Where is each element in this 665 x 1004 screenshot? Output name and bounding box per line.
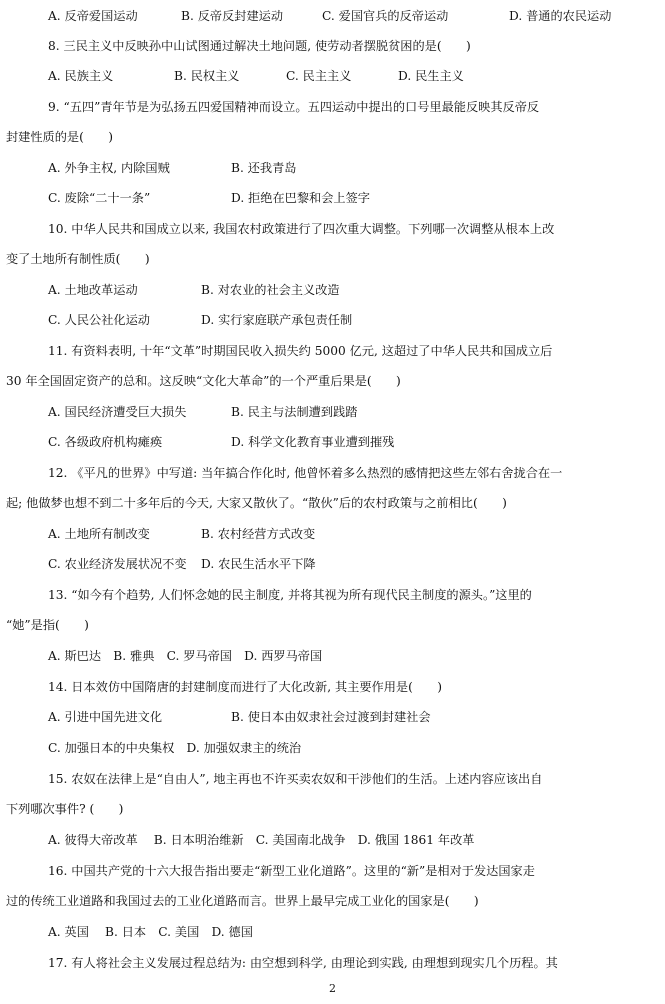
q9-stem-line1: 9. “五四”青年节是为弘扬五四爱国精神而设立。五四运动中提出的口号里最能反映其反帝反 (48, 100, 540, 114)
q13-stem-line2: “她”是指( ) (6, 618, 89, 632)
q11-stem-line1: 11. 有资料表明, 十年“文革”时期国民收入损失约 5000 亿元, 这超过了中华人民共和国成立后 (48, 344, 553, 358)
q7-option-d: D. 普通的农民运动 (509, 9, 612, 23)
q14-option-b: B. 使日本由奴隶社会过渡到封建社会 (231, 710, 431, 724)
q9-option-c: C. 废除“二十一条” (48, 191, 151, 205)
q14-option-a: A. 引进中国先进文化 (48, 710, 163, 724)
q10-option-b: B. 对农业的社会主义改造 (201, 283, 340, 297)
q8-option-d: D. 民生主义 (398, 69, 464, 83)
q8-option-a: A. 民族主义 (48, 69, 114, 83)
q10-option-a: A. 土地改革运动 (48, 283, 138, 297)
q15-stem-line1: 15. 农奴在法律上是“自由人”, 地主再也不许买卖农奴和干涉他们的生活。上述内容应该出自 (48, 772, 543, 786)
q9-option-a: A. 外争主权, 内除国贼 (48, 161, 170, 175)
q12-option-d: D. 农民生活水平下降 (201, 557, 316, 571)
q13-stem-line1: 13. “如今有个趋势, 人们怀念她的民主制度, 并将其视为所有现代民主制度的源头。”这里的 (48, 588, 532, 602)
q11-option-d: D. 科学文化教育事业遭到摧残 (231, 435, 395, 449)
q9-option-b: B. 还我青岛 (231, 161, 297, 175)
q9-option-d: D. 拒绝在巴黎和会上签字 (231, 191, 370, 205)
q12-option-c: C. 农业经济发展状况不变 (48, 557, 187, 571)
q12-stem-line2: 起; 他做梦也想不到二十多年后的今天, 大家又散伙了。“散伙”后的农村政策与之前相比( ) (6, 496, 507, 510)
q16-stem-line1: 16. 中国共产党的十六大报告指出要走“新型工业化道路”。这里的“新”是相对于发达国家走 (48, 864, 535, 878)
q17-stem-line1: 17. 有人将社会主义发展过程总结为: 由空想到科学, 由理论到实践, 由理想到现实几个历程。其 (48, 956, 558, 970)
q8-option-b: B. 民权主义 (174, 69, 240, 83)
q11-stem-line2: 30 年全国固定资产的总和。这反映“文化大革命”的一个严重后果是( ) (6, 374, 401, 388)
q16-stem-line2: 过的传统工业道路和我国过去的工业化道路而言。世界上最早完成工业化的国家是( ) (6, 894, 479, 908)
q7-option-a: A. 反帝爱国运动 (48, 9, 138, 23)
q10-option-c: C. 人民公社化运动 (48, 313, 150, 327)
q11-option-b: B. 民主与法制遭到践踏 (231, 405, 358, 419)
q16-options: A. 英国 B. 日本 C. 美国 D. 德国 (48, 925, 253, 939)
q15-options: A. 彼得大帝改革 B. 日本明治维新 C. 美国南北战争 D. 俄国 1861 年改革 (48, 833, 475, 847)
q7-option-c: C. 爱国官兵的反帝运动 (322, 9, 449, 23)
q11-option-a: A. 国民经济遭受巨大损失 (48, 405, 187, 419)
q10-option-d: D. 实行家庭联产承包责任制 (201, 313, 353, 327)
q12-option-a: A. 土地所有制改变 (48, 527, 150, 541)
q12-stem-line1: 12. 《平凡的世界》中写道: 当年搞合作化时, 他曾怀着多么热烈的感情把这些左邻右舍拢合在一 (48, 466, 563, 480)
q14-stem: 14. 日本效仿中国隋唐的封建制度而进行了大化改新, 其主要作用是( ) (48, 680, 442, 694)
q15-stem-line2: 下列哪次事件? ( ) (6, 802, 124, 816)
q10-stem-line2: 变了土地所有制性质( ) (6, 252, 150, 266)
q10-stem-line1: 10. 中华人民共和国成立以来, 我国农村政策进行了四次重大调整。下列哪一次调整从根本上改 (48, 222, 555, 236)
q8-option-c: C. 民主主义 (286, 69, 352, 83)
q11-option-c: C. 各级政府机构瘫痪 (48, 435, 163, 449)
q14-options-line2: C. 加强日本的中央集权 D. 加强奴隶主的统治 (48, 741, 302, 755)
q9-stem-line2: 封建性质的是( ) (6, 130, 114, 144)
q12-option-b: B. 农村经营方式改变 (201, 527, 316, 541)
q13-options: A. 斯巴达 B. 雅典 C. 罗马帝国 D. 西罗马帝国 (48, 649, 323, 663)
q8-stem: 8. 三民主义中反映孙中山试图通过解决土地问题, 使劳动者摆脱贫困的是( ) (48, 39, 471, 53)
q7-option-b: B. 反帝反封建运动 (181, 9, 284, 23)
page-number: 2 (329, 982, 336, 995)
